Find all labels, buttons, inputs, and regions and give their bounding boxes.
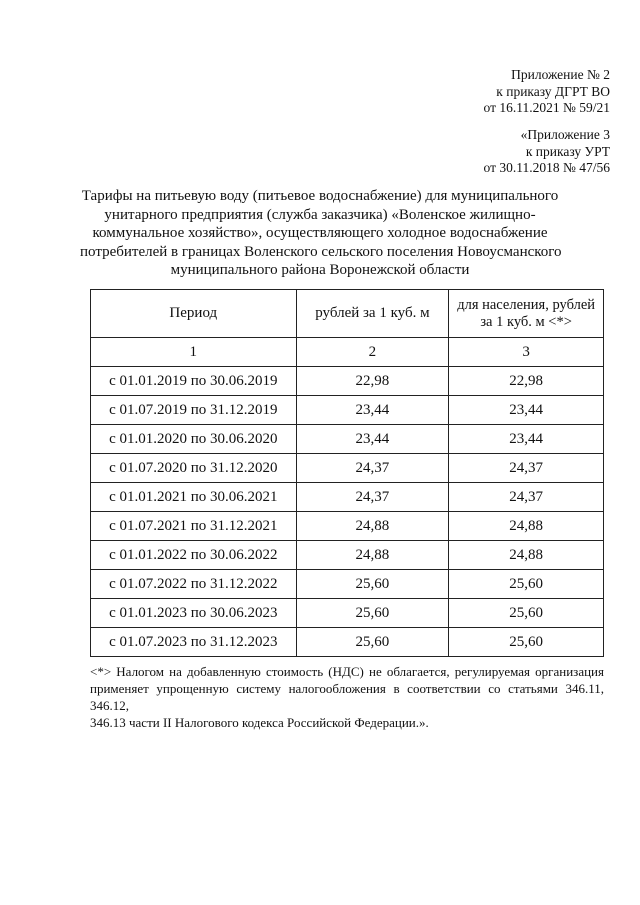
footnote-line-3: 346.13 части II Налогового кодекса Российской Федерации.».	[90, 715, 429, 730]
table-row	[91, 570, 604, 599]
cell-population: 24,37	[449, 483, 604, 512]
cell-population: 24,88	[449, 541, 604, 570]
column-number-2: 2	[296, 338, 449, 367]
title-line-4: потребителей в границах Воленского сельского поселения Новоусманского	[80, 243, 562, 260]
header-population-line-2: за 1 куб. м <*>	[480, 313, 572, 330]
table-row	[91, 599, 604, 628]
cell-period: с 01.07.2019 по 31.12.2019	[91, 396, 297, 425]
tariff-table	[90, 289, 604, 657]
header-period: Период	[91, 290, 297, 338]
cell-population: 23,44	[449, 425, 604, 454]
annex-reference-1	[484, 67, 610, 117]
cell-period: с 01.07.2021 по 31.12.2021	[91, 512, 297, 541]
annex-1-line-3: от 16.11.2021 № 59/21	[483, 100, 610, 115]
cell-population: 25,60	[449, 570, 604, 599]
table-row	[91, 396, 604, 425]
cell-population: 24,88	[449, 512, 604, 541]
annex-reference-2	[484, 127, 610, 177]
title-line-1: Тарифы на питьевую воду (питьевое водоснабжение) для муниципального	[81, 188, 559, 204]
footnote-line-2: применяет упрощенную систему налогообложения в соответствии со статьями 346.11, 346.12,	[90, 681, 604, 713]
table-row	[91, 541, 604, 570]
cell-rub: 24,37	[296, 483, 449, 512]
document-title	[80, 187, 560, 280]
footnote	[90, 663, 604, 731]
table-row	[91, 512, 604, 541]
cell-period: с 01.07.2023 по 31.12.2023	[91, 628, 297, 657]
table-row	[91, 454, 604, 483]
annex-1-line-2: к приказу ДГРТ ВО	[496, 83, 610, 99]
cell-rub: 22,98	[296, 367, 449, 396]
cell-rub: 23,44	[296, 425, 449, 454]
cell-rub: 24,88	[296, 541, 449, 570]
annex-2-line-3: от 30.11.2018 № 47/56	[483, 160, 610, 175]
cell-period: с 01.01.2019 по 30.06.2019	[91, 367, 297, 396]
annex-2-line-1: «Приложение 3	[520, 127, 610, 142]
column-number-1: 1	[91, 338, 297, 367]
cell-population: 25,60	[449, 628, 604, 657]
table-row	[91, 628, 604, 657]
header-population	[449, 290, 604, 338]
annex-2-line-2: к приказу УРТ	[525, 143, 610, 159]
cell-rub: 24,37	[296, 454, 449, 483]
table-row	[91, 483, 604, 512]
cell-rub: 25,60	[296, 628, 449, 657]
cell-period: с 01.07.2022 по 31.12.2022	[91, 570, 297, 599]
header-population-line-1: для населения, рублей	[457, 296, 596, 313]
title-line-2: унитарного предприятия (служба заказчика) «Воленское жилищно-	[104, 206, 536, 223]
cell-population: 24,37	[449, 454, 604, 483]
cell-period: с 01.07.2020 по 31.12.2020	[91, 454, 297, 483]
cell-period: с 01.01.2020 по 30.06.2020	[91, 425, 297, 454]
table-header-row	[91, 290, 604, 338]
cell-period: с 01.01.2023 по 30.06.2023	[91, 599, 297, 628]
column-number-3: 3	[449, 338, 604, 367]
table-row	[91, 367, 604, 396]
cell-period: с 01.01.2021 по 30.06.2021	[91, 483, 297, 512]
table-row	[91, 425, 604, 454]
cell-rub: 24,88	[296, 512, 449, 541]
cell-rub: 25,60	[296, 570, 449, 599]
table-number-row	[91, 338, 604, 367]
annex-1-line-1: Приложение № 2	[511, 67, 610, 82]
cell-rub: 23,44	[296, 396, 449, 425]
title-line-5: муниципального района Воронежской области	[170, 262, 470, 278]
cell-population: 23,44	[449, 396, 604, 425]
cell-rub: 25,60	[296, 599, 449, 628]
header-rub: рублей за 1 куб. м	[296, 290, 449, 338]
title-line-3: коммунальное хозяйство», осуществляющего холодное водоснабжение	[92, 225, 548, 241]
cell-population: 25,60	[449, 599, 604, 628]
footnote-line-1: <*> Налогом на добавленную стоимость (НДС) не облагается, регулируемая организация	[90, 664, 604, 679]
cell-population: 22,98	[449, 367, 604, 396]
cell-period: с 01.01.2022 по 30.06.2022	[91, 541, 297, 570]
